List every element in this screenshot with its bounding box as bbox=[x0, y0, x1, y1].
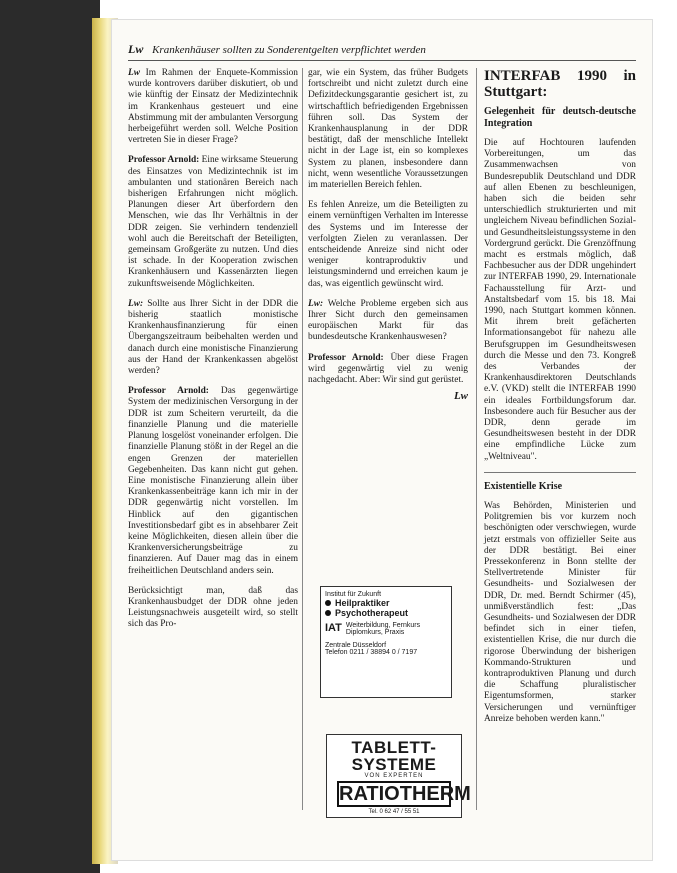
ad-line: Zentrale Düsseldorf bbox=[325, 642, 387, 649]
scan-dark-margin bbox=[0, 0, 100, 873]
column-divider bbox=[302, 68, 303, 810]
ad-line: Diplomkurs, Praxis bbox=[345, 629, 405, 636]
ad-brand-logo: RATIOTHERM bbox=[339, 783, 471, 805]
section-divider bbox=[484, 472, 636, 473]
answer-3 bbox=[308, 353, 468, 387]
header-logo: Lw bbox=[128, 42, 144, 56]
column-2 bbox=[308, 68, 468, 402]
page-header bbox=[128, 42, 636, 61]
header-title: Krankenhäuser sollten zu Sonderentgelten verpflichtet werden bbox=[152, 44, 426, 56]
speaker-label: Professor Arnold: bbox=[128, 155, 200, 166]
ad-line: Heilpraktiker bbox=[335, 598, 390, 608]
article-subtitle: Gelegenheit für deutsch-deutsche Integration bbox=[484, 106, 636, 129]
ad-logo: IAT bbox=[325, 622, 342, 634]
answer-2-continued: gar, wie ein System, das früher Budgets fortschreibt und nicht zuletzt durch eine Defizitdeckungsgarantie gesichert ist, zu wirtschaftlich befriedigenden Ergebnissen führen soll. Das System der Krankenhausplanung in der DDR bestätigt, daß der menschliche Intellekt nicht in der Lage ist, ein so komplexes System zu planen, insbesondere dann nicht, wenn wesentliche Voraussetzungen im materiellen Bereich fehlen. bbox=[308, 68, 468, 191]
interviewer-mark: Lw bbox=[128, 68, 140, 78]
answer-2 bbox=[128, 386, 298, 576]
ad-line: VON EXPERTEN bbox=[364, 773, 424, 779]
column-1 bbox=[128, 68, 298, 640]
question-3-text: Welche Probleme ergeben sich aus Ihrer Sicht durch den gemeinsamen europäischen Markt für das bundesdeutsche Krankenhauswesen? bbox=[308, 298, 468, 343]
article-title: INTERFAB 1990 in Stuttgart: bbox=[484, 68, 636, 100]
ad-title: TABLETT- bbox=[351, 738, 437, 757]
ad-line: Weiterbildung, Fernkurs bbox=[345, 622, 421, 629]
column-3 bbox=[484, 68, 636, 734]
answer-3-text: Über diese Fragen wird gegenwärtig viel zu wenig nachgedacht. Aber: Wir sind gut gerüstet. bbox=[308, 352, 469, 386]
column-divider bbox=[476, 68, 477, 810]
ad-phone: Telefon 0211 / 38894 0 / 7197 bbox=[325, 649, 418, 656]
article-paragraph: Die auf Hochtouren laufenden Vorbereitungen, um das Zusammenwachsen von Bundesrepublik Deutschland und DDR auf allen Ebenen zu beschleunigen, haben sich die beiden sehr unterschiedlich strukturierten und mit ungleichem Niveau befindlichen Sozial- und Gesundheitsleistungssysteme in den Vordergrund gerückt. Die Grenzöffnung macht es erstmals möglich, daß Fachbesucher aus der DDR ungehindert zur INTERFAB 1990, 29. Internationale Fachausstellung für Arzt- und Anstaltsbedarf vom 15. bis 18. Mai 1990, nach Stuttgart kommen können. Mit ihrem breit gefächerten Informationsangebot für nahezu alle Berufsgruppen im Gesundheitswesen durch die Messe und den 73. Kongreß des Verbandes der Krankenhausdirektoren Deutschlands e.V. (VKD) stellt die INTERFAB 1990 ein ideales Fortbildungsforum dar. Insbesondere auch für Besucher aus der DDR, denn gerade im Gesundheitswesen besteht in der DDR eine empfindliche Lücke zum „Weltniveau". bbox=[484, 138, 636, 462]
speaker-label: Professor Arnold: bbox=[308, 352, 384, 363]
question-2-text: Sollte aus Ihrer Sicht in der DDR die bisherig staatlich monistische Krankenhausfinanzierung für einen Übergangszeitraum beibehalten werden und danach durch eine monistische Finanzierung aus der Hand der Krankenkassen abgelöst werden? bbox=[128, 298, 299, 377]
answer-1 bbox=[128, 155, 298, 289]
interviewer-mark: Lw: bbox=[308, 298, 324, 309]
ad-title: SYSTEME bbox=[351, 755, 437, 774]
article-paragraph: Was Behörden, Ministerien und Politgremien bis vor kurzem noch beschönigten oder verschwiegen, wurde jetzt erstmals von offizieller Seite aus der DDR bestätigt. Bei einer Pressekonferenz in Bonn stellte der Stellvertretende Minister für Gesundheits- und Sozialwesen der DDR, Dr. med. Berndt Schirmer (45), unmißverständlich fest: „Das Gesundheits- und Sozialwesen der DDR befindet sich in einer tiefen, existentiellen Krise, die nur durch die rigorose Überwindung der bisherigen Kommando-Strukturen und kontraproduktiven Planung und durch die Schaffung pluralistischer Eigentumsformen, starker Versicherungen und vernünftiger Anreize behoben werden kann." bbox=[484, 500, 636, 724]
answer-2-text: Das gegenwärtige System der medizinischen Versorgung in der DDR ist zum Scheitern verurteilt, da die finanzielle Planung und die materielle Planung losgelöst voneinander erfolgen. Die finanzielle Planung stößt in der Regel an die engen Grenzen der materiellen Gegebenheiten. Das kann nicht gut gehen. Eine monistische Finanzierung allein über Krankenkassenbeiträge kann ich mir in der DDR gegenwärtig nicht vorstellen. Im Hinblick auf den gigantischen Investitionsbedarf gibt es in absehbarer Zeit keine Möglichkeiten, diesen allein über die Krankenversicherungsbeiträge zu finanzieren. Auf Dauer mag das in einem freiheitlichen Deutschland anders sein. bbox=[128, 386, 298, 576]
bullet-icon bbox=[325, 600, 331, 606]
question-3 bbox=[308, 299, 468, 344]
question-1 bbox=[128, 68, 298, 146]
ad-headline bbox=[325, 608, 447, 618]
question-2 bbox=[128, 299, 298, 377]
bullet-icon bbox=[325, 610, 331, 616]
ad-phone: Tel. 0 62 47 / 55 51 bbox=[368, 809, 420, 815]
ad-headline bbox=[325, 598, 447, 608]
advertisement-heilpraktiker bbox=[320, 586, 452, 698]
magazine-page bbox=[112, 20, 652, 860]
ad-body bbox=[325, 622, 447, 636]
answer-2-cont: Berücksichtigt man, daß das Krankenhausbudget der DDR ohne jeden Leistungsnachweis ausgeteilt wird, so stellt sich das Pro- bbox=[128, 585, 298, 630]
section-heading: Existentielle Krise bbox=[484, 480, 563, 492]
question-1-text: Im Rahmen der Enquete-Kommission wurde kontrovers darüber diskutiert, ob und wie künftig der Einsatz der Medizintechnik im Krankenhaus gesteuert und eine Abstimmung mit der ambulanten Versorgung herbeigeführt werden soll. Welche Position vertreten Sie in dieser Frage? bbox=[128, 68, 298, 146]
advertisement-tablett-systeme bbox=[326, 734, 471, 818]
ad-line: Institut für Zukunft bbox=[325, 591, 382, 598]
speaker-label: Professor Arnold: bbox=[128, 386, 209, 397]
interviewer-mark: Lw: bbox=[128, 298, 144, 309]
answer-2-more: Es fehlen Anreize, um die Beteiligten zu einem vernünftigen Verhalten im Interesse des Systems und im Interesse der verfolgten Zielen zu veranlassen. Der entscheidende Anreize sind nicht oder weniger kontraproduktiv und leistungsmindernd und erreichen kaum je das, was eigentlich gewünscht wird. bbox=[308, 200, 468, 289]
ad-line: Psychotherapeut bbox=[335, 608, 409, 618]
signature-mark: Lw bbox=[453, 390, 468, 403]
answer-1-text: Eine wirksame Steuerung des Einsatzes von Medizintechnik ist im ambulanten und stationären Bereich nach bisherigen Erfahrungen nicht möglich. Planungen dieser Art überfordern den Menschen, wie das Ihr Verhältnis in der DDR zeigen. Sie verhindern tendenziell wohl auch die Bereitschaft der Beteiligten, gemeinsam Großgeräte zu nutzen. Und dies ist schade. In der Kooperation zwischen Krankenhäusern und Kassenärzten liegen zukunftsweisende Möglichkeiten. bbox=[128, 155, 298, 289]
